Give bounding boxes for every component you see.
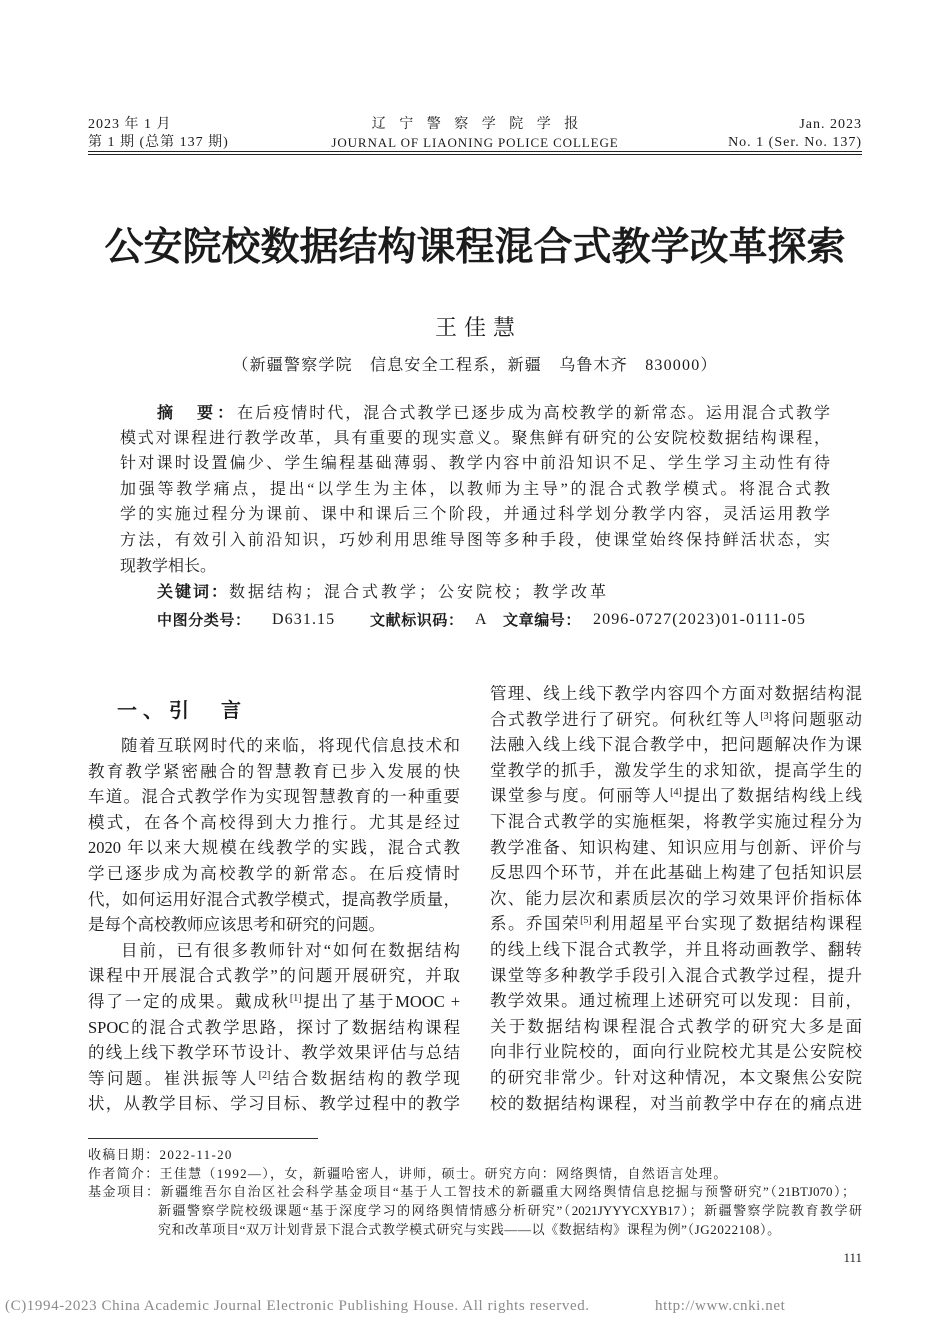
right-column-line: 教学准备、知识构建、知识应用与创新、评价与 [490,837,862,857]
received-label: 收稿日期： [88,1147,160,1162]
right-column-line [490,783,862,809]
line-segment: 结合数据结构的教学现 [270,1068,461,1088]
abstract-line: 针对课时设置偏少、学生编程基础薄弱、教学内容中前沿知识不足、学生学习主动性有待 [120,455,830,473]
keywords-label: 关键词： [157,582,230,602]
right-column-line: 下混合式教学的实施框架，将教学实施过程分为 [490,811,862,831]
funding-label: 基金项目： [88,1184,161,1200]
abstract-line [120,400,830,426]
left-column-line: 模式，在各个高校得到大力推行。尤其是经过 [88,812,460,832]
page-number: 111 [843,1250,862,1265]
left-column-line: SPOC的混合式教学思路，探讨了数据结构课程 [88,1017,460,1037]
abstract-line: 模式对课程进行教学改革，具有重要的现实意义。聚焦鲜有研究的公安院校数据结构课程， [120,429,830,447]
header-date-en: Jan. 2023 [799,117,862,132]
right-column-line: 法融入线上线下混合教学中，把问题解决作为课 [490,735,862,755]
left-column-line: 是每个高校教师应该思考和研究的问题。 [88,915,385,935]
watermark-url: http://www.cnki.net [655,1298,786,1314]
article-title: 公安院校数据结构课程混合式教学改革探索 [104,225,846,270]
left-column-line: 目前，已有很多教师针对“如何在数据结构 [121,940,460,960]
article-no-label: 文章编号： [503,611,582,629]
footnotes [88,1146,862,1239]
article-no-value: 2096-0727(2023)01-0111-05 [593,611,806,628]
abstract-line: 加强等教学痛点，提出“以学生为主体，以教师为主导”的混合式教学模式。将混合式教 [120,480,830,498]
citation-ref: [5] [580,915,592,927]
abstract-label: 摘 要： [157,403,238,422]
watermark-copyright: (C)1994-2023 China Academic Journal Electronic Publishing House. All rights reserved. [5,1298,590,1314]
header-issue-cn: 第 1 期 (总第 137 期) [88,135,229,150]
abstract-line: 方法，有效引入前沿知识，巧妙利用思维导图等多种手段，使课堂始终保持鲜活状态，实 [120,531,830,549]
funding-text: 新疆维吾尔自治区社会科学基金项目“基于人工智技术的新疆重大网络舆情信息挖掘与预警研究”（21BTJ070）； [160,1184,855,1200]
right-column-line: 的线上线下混合式教学，并且将动画教学、翻转 [490,939,862,959]
right-column-line: 堂教学的抓手，激发学生的求知欲，提高学生的 [490,760,862,780]
citation-ref: [2] [258,1069,271,1081]
header-journal-name-en: JOURNAL OF LIAONING POLICE COLLEGE [331,135,619,150]
right-column-line [490,707,862,733]
section-heading: 一、引 言 [117,698,247,722]
right-column-line: 向非行业院校的，面向行业院校尤其是公安院校 [490,1042,862,1062]
left-column-line: 的线上线下教学环节设计、教学效果评估与总结 [88,1043,460,1063]
line-segment: 将问题驱动 [771,709,863,729]
clc-label: 中图分类号： [157,611,251,629]
right-column-line: 反思四个环节，并在此基础上构建了包括知识层 [490,863,862,883]
right-column-line: 校的数据结构课程，对当前教学中存在的痛点进 [490,1093,862,1113]
right-column-line: 次、能力层次和素质层次的学习效果评价指标体 [490,888,862,908]
line-segment: 提出了数据结构线上线 [681,786,863,806]
right-column-line: 教学效果。通过梳理上述研究可以发现：目前， [490,991,862,1011]
abstract-line: 学的实施过程分为课前、课中和课后三个阶段，并通过科学划分教学内容，灵活运用教学 [120,506,830,524]
line-segment: 提出了基于MOOC + [301,991,460,1011]
clc-value: D631.15 [272,611,336,628]
footnote-funding-line: 新疆警察学院校级课题“基于深度学习的网络舆情情感分析研究”（2021JYYYCXYB17）；新疆警察学院教育教学研 [158,1203,862,1219]
left-column-line: 2020 年以来大规模在线教学的实践，混合式教 [88,838,460,858]
right-column-line: 的研究非常少。针对这种情况，本文聚焦公安院 [490,1067,862,1087]
abstract-text: 在后疫情时代，混合式教学已逐步成为高校教学的新常态。运用混合式教学 [237,405,830,422]
left-column-line: 课程中开展混合式教学”的问题开展研究，并取 [88,966,460,986]
doc-code-value: A [475,611,488,628]
footnote-author-bio [88,1165,862,1184]
left-column-line [88,989,460,1015]
left-column-line: 教育教学紧密融合的智慧教育已步入发展的快 [88,761,460,781]
header-rule [88,151,862,155]
line-segment: 等问题。崔洪振等人 [88,1068,259,1088]
header-issue-en: No. 1 (Ser. No. 137) [728,135,862,150]
abstract-line: 现教学相长。 [120,557,217,575]
header-date-cn: 2023 年 1 月 [88,117,172,132]
bio-text: 王佳慧（1992—），女，新疆哈密人，讲师，硕士。研究方向：网络舆情，自然语言处理。 [159,1165,728,1181]
citation-ref: [4] [670,787,682,799]
author-name: 王佳慧 [434,315,522,340]
keywords-line [120,579,830,605]
left-column-line: 学已逐步成为高校教学的新常态。在后疫情时 [88,863,460,883]
line-segment: 得了一定的成果。戴成秋 [88,991,290,1011]
footnote-funding [88,1183,855,1202]
right-column [490,681,862,1116]
right-column-line: 课堂等多种教学手段引入混合式教学过程，提升 [490,965,862,985]
received-date: 2022-11-20 [159,1147,233,1162]
author-affiliation: （新疆警察学院 信息安全工程系，新疆 乌鲁木齐 830000） [232,357,718,374]
footnote-funding-line: 究和改革项目“双万计划背景下混合式教学模式研究与实践——以《数据结构》课程为例”（JG2022108）。 [158,1221,781,1237]
right-column-line [490,911,862,937]
keywords-value: 数据结构；混合式教学；公安院校；教学改革 [229,584,610,602]
left-column-line: 随着互联网时代的来临，将现代信息技术和 [121,736,460,755]
line-segment: 利用超星平台实现了数据结构课程 [591,914,863,934]
left-column-line: 代，如何运用好混合式教学模式，提高教学质量， [88,889,460,909]
footnote-received [88,1146,862,1165]
citation-ref: [1] [289,992,302,1004]
bio-label: 作者简介： [88,1165,160,1181]
classification-row [0,608,950,632]
doc-code-label: 文献标识码： [370,611,464,629]
header-journal-name-cn: 辽 宁 警 察 学 院 学 报 [371,117,584,132]
left-column-line: 状，从教学目标、学习目标、教学过程中的教学 [88,1094,460,1114]
right-column-line: 管理、线上线下教学内容四个方面对数据结构混 [490,684,862,703]
citation-ref: [3] [760,710,772,722]
abstract-block [120,400,830,605]
line-segment: 课堂参与度。何丽等人 [490,786,671,806]
line-segment: 合式教学进行了研究。何秋红等人 [490,709,761,729]
left-column [88,733,460,1117]
left-column-line [88,1066,460,1092]
line-segment: 系。乔国荣 [490,914,581,934]
left-column-line: 车道。混合式教学作为实现智慧教育的一种重要 [88,787,460,807]
footnote-rule [88,1138,318,1139]
right-column-line: 关于数据结构课程混合式教学的研究大多是面 [490,1016,862,1036]
